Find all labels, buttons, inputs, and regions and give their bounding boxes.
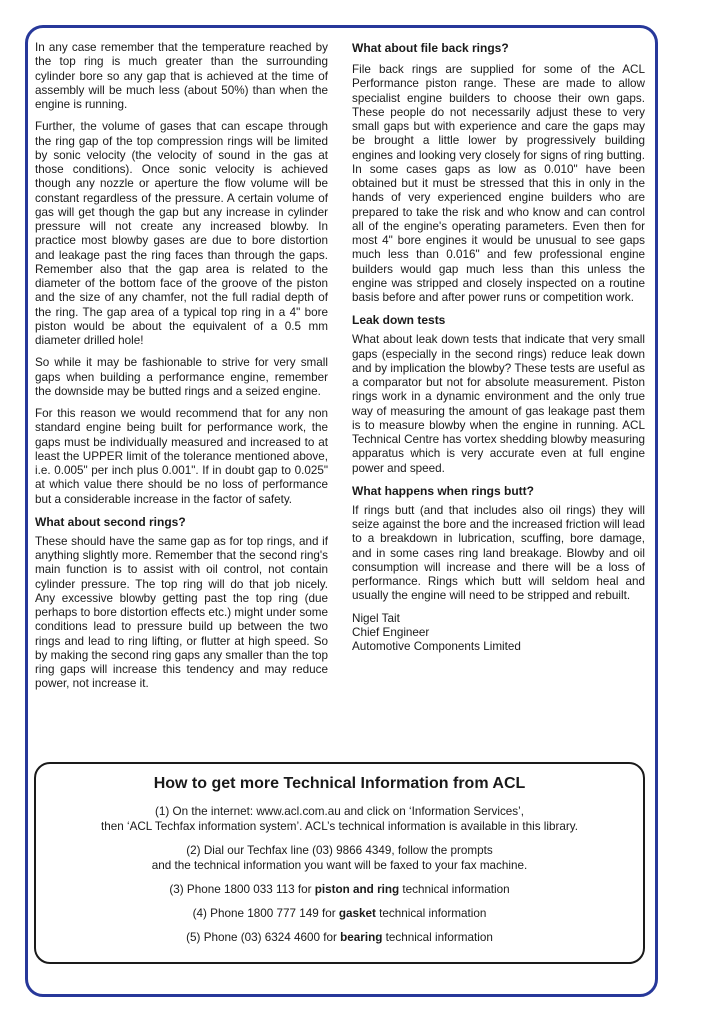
paragraph: These should have the same gap as for top rings, and if anything slightly more. Remember that the second ring's main function is to assist with oil control, not contain cylinder pressure. The top ring will do that job nicely. Any excessive blowby getting past the top ring (due perhaps to bore distortion effects etc.) might under some conditions lead to pressure build up between the two rings and lead to ring lifting, or flutter at high speed. So by making the second ring gaps any smaller than the top ring gaps will increase this tendency and may reduce power, not increase it.: [35, 534, 329, 691]
paragraph: File back rings are supplied for some of the ACL Performance piston range. These are made to allow specialist engine builders to choose their own gaps. These people do not necessarily adjust these to very small gaps but with experience and care the gaps may be brought a little lower by progressively building engines and looking very closely for signs of ring butting. In some cases gaps as low as 0.010" have been obtained but it must be stressed that this in only in the hands of very experienced engine builders who are prepared to take the risk and who know and can control all of the engine's operating parameters. Even then for most 4" bore engines it would be unusual to see gaps much less than 0.016" and few professional engine builders would gap much less than this unless the engine was stripped and closely inspected on a routine basis before and after power runs or competition work.: [352, 63, 646, 304]
info-text: technical information: [375, 907, 487, 920]
section-heading-file-back-rings: What about file back rings?: [352, 41, 509, 55]
paragraph: What about leak down tests that indicate that very small gaps (especially in the second rings) reduce leak down and by implication the blowby? These tests are useful as a comparator but not for absolute measurement. Piston rings work in a dynamic environment and the only true way of measuring the amount of gas leakage past them is to measure blowby when the engine in running. ACL Technical Centre has vortex shedding blowby measuring apparatus which is very accurate even at full engine power and speed.: [352, 333, 645, 475]
info-box: [34, 762, 645, 964]
info-item-gasket-phone: [36, 906, 643, 921]
section-heading-rings-butt: What happens when rings butt?: [352, 483, 534, 498]
left-column: [35, 41, 328, 700]
info-text: technical information: [399, 883, 510, 896]
paragraph: If rings butt (and that includes also oil rings) they will seize against the bore and the increased friction will lead to a breakdown in lubrication, scuffing, bore damage, and in some cases ring land breakage. Blowby and oil consumption will increase and there will be a loss of performance. Rings which butt will seldom heal and usually the engine will need to be stripped and rebuilt.: [352, 503, 646, 603]
paragraph: Further, the volume of gases that can escape through the ring gap of the top compression rings will be limited by sonic velocity (the velocity of sound in the gas at those conditions). Once sonic velocity is achieved though any nozzle or aperture the flow volume will be constant regardless of the pressure. A certain volume of gas will get though the gap but any increase in cylinder pressure will not create any increased blowby. In practice most blowby gases are due to bore distortion and leakage past the ring faces than through the gaps. Remember also that the gap area is related to the diameter of the bottom face of the groove of the piston and the size of any chamfer, not the full radial depth of the ring. The gap area of a typical top ring in a 4" bore piston would be about the equivalent of a 0.5 mm diameter drilled hole!: [35, 120, 328, 347]
signature-title: Chief Engineer: [352, 625, 430, 639]
info-box-title: How to get more Technical Information from ACL: [153, 775, 526, 792]
info-item-techfax: [36, 843, 643, 873]
info-item-bearing-phone: [36, 930, 643, 945]
info-item-line: then ‘ACL Techfax information system’. ACL’s technical information is available in this library.: [100, 820, 579, 833]
info-text: technical information: [382, 931, 493, 944]
info-bold: gasket: [338, 907, 376, 920]
section-heading-leak-down-tests: Leak down tests: [352, 313, 446, 328]
info-text: (3) Phone 1800 033 113 for: [169, 883, 315, 896]
info-text: (4) Phone 1800 777 149 for: [192, 907, 339, 920]
signature-block: [352, 612, 645, 655]
section-heading-second-rings: What about second rings?: [35, 514, 186, 529]
paragraph: So while it may be fashionable to strive for very small gaps when building a performance engine, remember the downside may be butted rings and a seized engine.: [35, 356, 328, 398]
signature-name: Nigel Tait: [352, 611, 400, 625]
info-item-line: and the technical information you want will be faxed to your fax machine.: [151, 859, 528, 872]
info-bold: piston and ring: [314, 883, 400, 896]
paragraph: In any case remember that the temperature reached by the top ring is much greater than the surrounding cylinder bore so any gap that is achieved at the time of assembly will be much less (about 50%) than when the engine is running.: [35, 41, 328, 111]
info-item-internet: [36, 804, 643, 834]
info-item-line: [36, 906, 643, 921]
info-item-line: [36, 930, 643, 945]
info-item-line: (1) On the internet: www.acl.com.au and click on ‘Information Services’,: [155, 805, 524, 818]
info-text: (5) Phone (03) 6324 4600 for: [186, 931, 341, 944]
right-column: [352, 41, 645, 654]
info-item-line: [36, 882, 643, 897]
info-item-line: (2) Dial our Techfax line (03) 9866 4349, follow the prompts: [186, 844, 493, 857]
info-bold: bearing: [340, 931, 383, 944]
signature-company: Automotive Components Limited: [352, 640, 521, 653]
paragraph: For this reason we would recommend that for any non standard engine being built for performance work, the gaps must be individually measured and increased to at least the UPPER limit of the tolerance mentioned above, i.e. 0.005" per inch plus 0.001". If in doubt gap to 0.025" at which value there should be no loss of performance but a considerable increase in the factor of safety.: [35, 407, 328, 506]
info-item-piston-phone: [36, 882, 643, 897]
